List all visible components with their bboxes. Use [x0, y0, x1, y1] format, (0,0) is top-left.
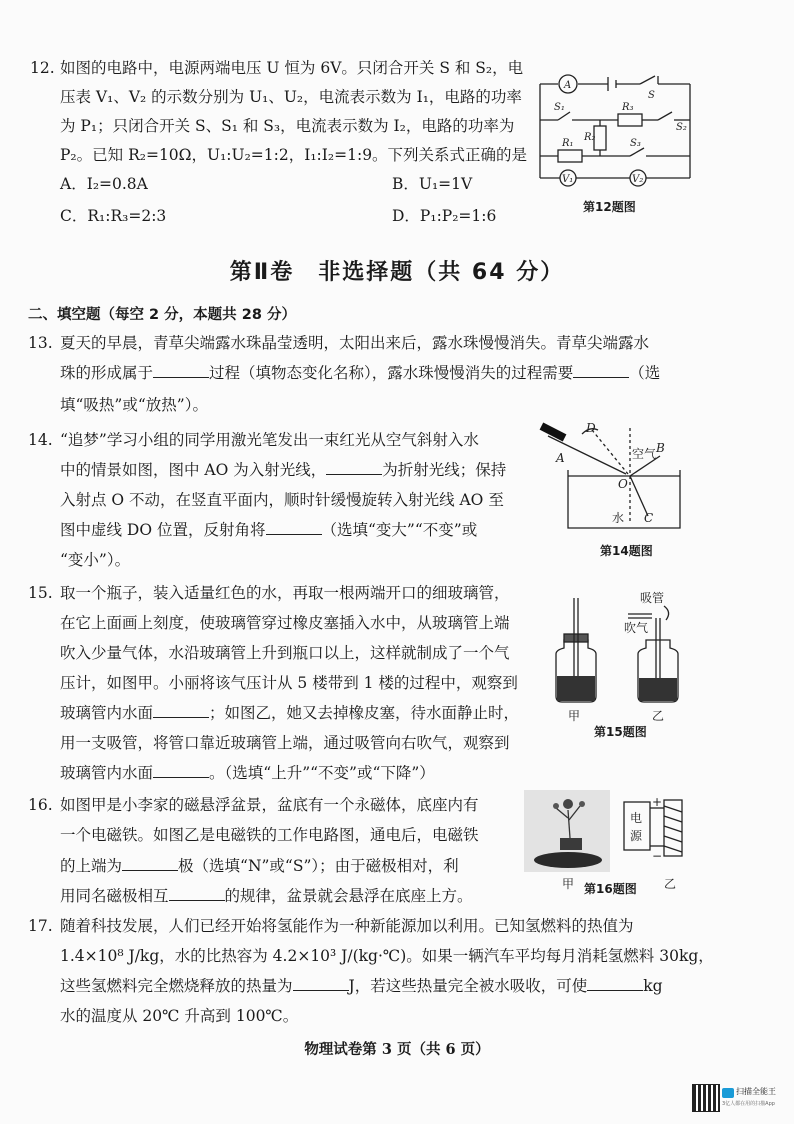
q12-line-2: 压表 V₁、V₂ 的示数分别为 U₁、U₂，电流表示数为 I₁，电路的功率 [60, 88, 522, 106]
q12-option-b: B．U₁=1V [392, 175, 473, 193]
q17-line-4: 水的温度从 20℃ 升高到 100℃。 [60, 1007, 299, 1025]
q13-blank-2[interactable] [573, 363, 629, 378]
switch-s2-label: S₂ [676, 122, 687, 133]
q12-line-1: 如图的电路中，电源两端电压 U 恒为 6V。只闭合开关 S 和 S₂，电 [60, 59, 524, 77]
scanner-brand: 扫描全能王 [736, 1087, 776, 1096]
straw-label: 吸管 [640, 591, 665, 605]
q14-line-4: 图中虚线 DO 位置，反射角将 （选填“变大”“不变”或 [60, 521, 478, 539]
q15-number: 15. [28, 584, 53, 602]
q13-line-2: 珠的形成属于 过程（填物态变化名称），露水珠慢慢消失的过程需要 （选 [60, 364, 661, 382]
voltmeter-v1-label: V₁ [562, 174, 574, 185]
water-label: 水 [612, 511, 625, 525]
q15-yi-label: 乙 [652, 709, 665, 723]
q15-jia-label: 甲 [568, 709, 581, 723]
page-footer: 物理试卷第 3 页（共 6 页） [304, 1041, 490, 1058]
voltmeter-v2-label: V₂ [632, 174, 644, 185]
r1-label: R₁ [562, 138, 574, 149]
q16-blank-1[interactable] [122, 856, 178, 871]
q17-line-1: 随着科技发展，人们已经开始将氢能作为一种新能源加以利用。已知氢燃料的热值为 [60, 917, 634, 935]
air-label: 空气 [632, 447, 657, 461]
scanner-logo-icon [722, 1088, 734, 1098]
scanner-watermark [692, 1082, 782, 1114]
q16-line-2: 一个电磁铁。如图乙是电磁铁的工作电路图，通电后，电磁铁 [60, 826, 479, 844]
switch-s3-label: S₃ [630, 138, 641, 149]
q15-line-7: 玻璃管内水面 。（选填“上升”“不变”或“下降”） [60, 764, 435, 782]
q14-line-1: “追梦”学习小组的同学用激光笔发出一束红光从空气斜射入水 [60, 431, 479, 449]
q12-option-c: C．R₁:R₃=2:3 [60, 207, 167, 225]
section-subtitle: 二、填空题（每空 2 分，本题共 28 分） [28, 307, 296, 323]
r3-label: R₃ [622, 102, 634, 113]
q17-line-2: 1.4×10⁸ J/kg，水的比热容为 4.2×10³ J/(kg·℃)。如果一辆汽车平均每月消耗氢燃料 30kg， [60, 947, 714, 965]
q12-option-a: A．I₂=0.8A [60, 175, 148, 193]
qr-code-icon [692, 1084, 720, 1112]
q15-blank-2[interactable] [153, 763, 209, 778]
ammeter-label: A [564, 80, 572, 91]
q16-blank-2[interactable] [169, 886, 225, 901]
q16-line-3: 的上端为 极（选填“N”或“S”）；由于磁极相对，利 [60, 857, 459, 875]
point-a-label: A [556, 451, 565, 465]
q14-line-2: 中的情景如图，图中 AO 为入射光线， 为折射光线；保持 [60, 461, 507, 479]
q15-line-1: 取一个瓶子，装入适量红色的水，再取一根两端开口的细玻璃管， [60, 584, 510, 602]
q15-line-3: 吹入少量气体，水沿玻璃管上升到瓶口以上，这样就制成了一个气 [60, 644, 510, 662]
q17-number: 17. [28, 917, 53, 935]
q12-circuit-diagram [530, 70, 700, 195]
blow-label: 吹气 [624, 621, 649, 635]
q13-blank-1[interactable] [153, 363, 209, 378]
q12-line-3: 为 P₁；只闭合开关 S、S₁ 和 S₃，电流表示数为 I₂，电路的功率为 [60, 117, 515, 135]
minus-label: − [652, 849, 663, 863]
point-b-label: B [656, 441, 665, 455]
point-o-label: O [618, 477, 628, 491]
scanner-subtitle: 3亿人都在用的扫描App [722, 1101, 775, 1107]
r2-label: R₂ [584, 132, 596, 143]
q14-caption: 第14题图 [600, 544, 653, 558]
q12-line-4: P₂。已知 R₂=10Ω，U₁:U₂=1:2，I₁:I₂=1:9。下列关系式正确的是 [60, 146, 528, 164]
point-d-label: D [586, 421, 596, 435]
q17-blank-2[interactable] [587, 976, 643, 991]
section-title: 第Ⅱ卷 非选择题（共 64 分） [229, 260, 565, 285]
q12-number: 12. [30, 59, 55, 77]
q13-line-1: 夏天的早晨，青草尖端露水珠晶莹透明，太阳出来后，露水珠慢慢消失。青草尖端露水 [60, 334, 650, 352]
q14-refraction-diagram [540, 418, 690, 533]
q15-blank-1[interactable] [153, 703, 209, 718]
q15-line-6: 用一支吸管，将管口靠近玻璃管上端，通过吸管向右吹气，观察到 [60, 734, 510, 752]
q15-line-2: 在它上面画上刻度，使玻璃管穿过橡皮塞插入水中，从玻璃管上端 [60, 614, 510, 632]
q16-line-4: 用同名磁极相互 的规律，盆景就会悬浮在底座上方。 [60, 887, 473, 905]
q16-line-1: 如图甲是小李家的磁悬浮盆景，盆底有一个永磁体，底座内有 [60, 796, 479, 814]
q14-line-3: 入射点 O 不动，在竖直平面内，顺时针缓慢旋转入射光线 AO 至 [60, 491, 504, 509]
switch-s-label: S [648, 90, 655, 101]
power-label-1: 电 [630, 811, 643, 825]
q16-jia-label: 甲 [562, 877, 575, 891]
q16-maglev-diagram [524, 790, 704, 890]
q14-line-5: “变小”）。 [60, 551, 131, 569]
q16-yi-label: 乙 [664, 877, 677, 891]
q17-line-3: 这些氢燃料完全燃烧释放的热量为 J，若这些热量完全被水吸收，可使 kg [60, 977, 663, 995]
switch-s1-label: S₁ [554, 102, 565, 113]
plus-label: + [652, 795, 663, 809]
q17-blank-1[interactable] [293, 976, 349, 991]
q14-number: 14. [28, 431, 53, 449]
q12-caption: 第12题图 [583, 200, 636, 214]
q15-line-4: 压计，如图甲。小丽将该气压计从 5 楼带到 1 楼的过程中，观察到 [60, 674, 518, 692]
q16-number: 16. [28, 796, 53, 814]
q15-line-5: 玻璃管内水面 ；如图乙，她又去掉橡皮塞，待水面静止时， [60, 704, 520, 722]
q13-line-3: 填“吸热”或“放热”）。 [60, 396, 208, 414]
q12-option-d: D．P₁:P₂=1:6 [392, 207, 497, 225]
q13-number: 13. [28, 334, 53, 352]
q14-blank-2[interactable] [266, 520, 322, 535]
q15-barometer-diagram [548, 588, 698, 723]
point-c-label: C [644, 511, 654, 525]
q14-blank-1[interactable] [326, 460, 382, 475]
q15-caption: 第15题图 [594, 725, 647, 739]
power-label-2: 源 [630, 829, 643, 843]
q16-caption: 第16题图 [584, 882, 637, 896]
